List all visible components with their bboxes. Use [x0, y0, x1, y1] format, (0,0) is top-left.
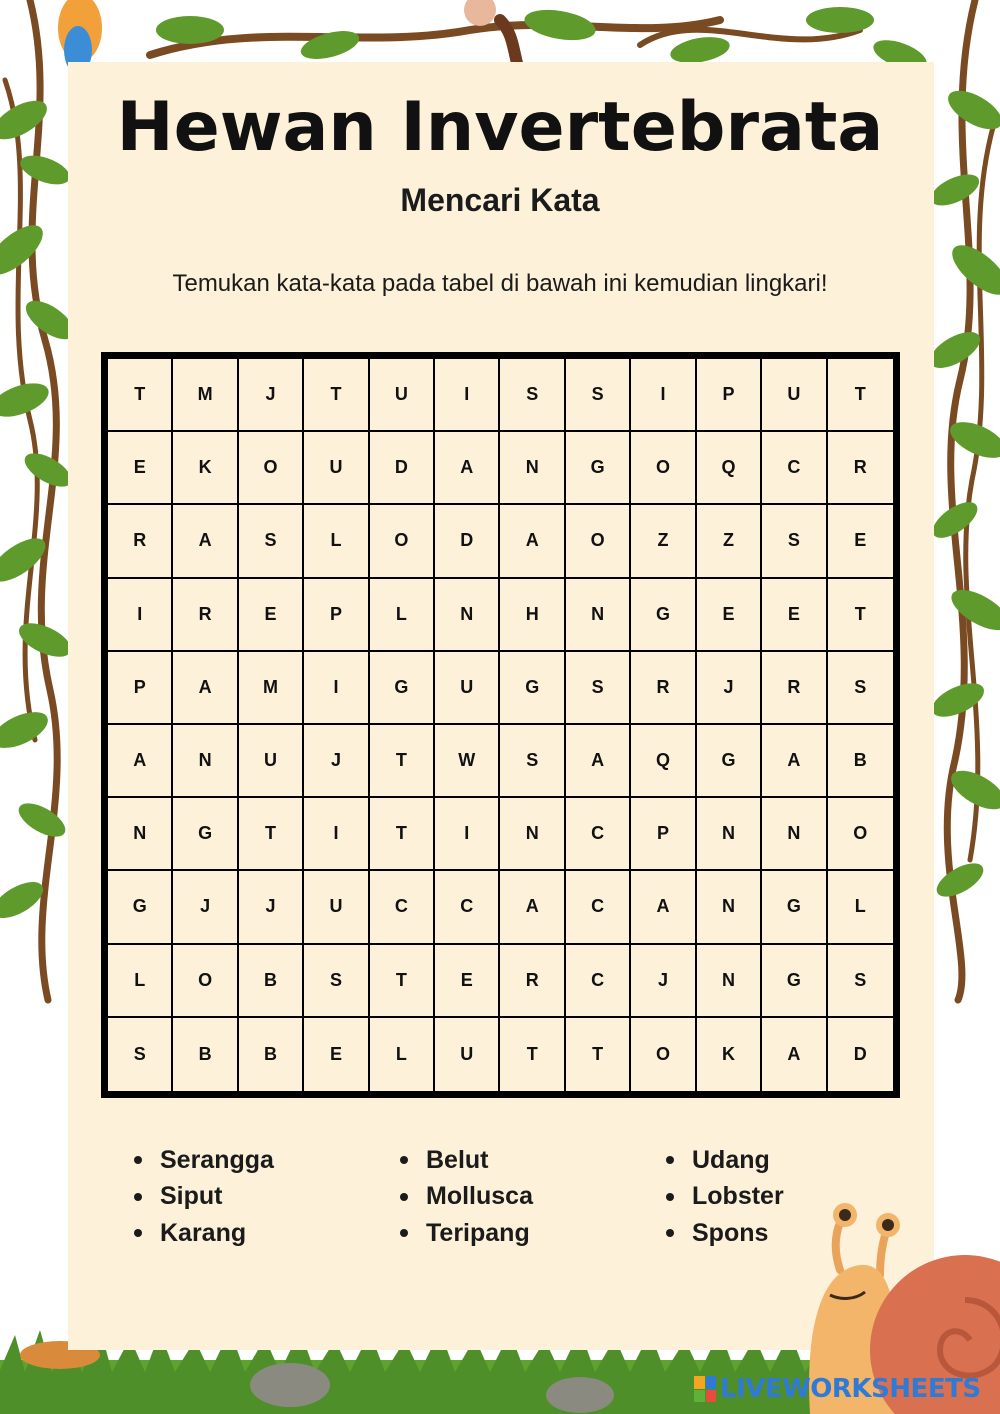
grid-cell[interactable]: P — [304, 579, 369, 652]
grid-cell[interactable]: A — [173, 652, 238, 725]
liveworksheets-logo-icon — [694, 1376, 716, 1402]
word-label: Mollusca — [426, 1182, 533, 1211]
grid-cell[interactable]: O — [173, 945, 238, 1018]
grid-cell[interactable]: N — [697, 798, 762, 871]
word-list-item — [130, 1215, 396, 1252]
grid-cell[interactable]: A — [762, 1018, 827, 1091]
grid-cell[interactable]: W — [435, 725, 500, 798]
grid-cell[interactable]: O — [631, 432, 696, 505]
grid-cell[interactable]: R — [631, 652, 696, 725]
grid-cell[interactable]: T — [370, 798, 435, 871]
grid-cell[interactable]: N — [566, 579, 631, 652]
word-list-item — [130, 1179, 396, 1216]
grid-cell[interactable]: Z — [631, 505, 696, 578]
word-list-item — [396, 1215, 662, 1252]
grid-cell[interactable]: C — [566, 945, 631, 1018]
grid-cell[interactable]: T — [239, 798, 304, 871]
grid-cell[interactable]: R — [173, 579, 238, 652]
liveworksheets-logo — [694, 1373, 981, 1405]
grid-cell[interactable]: T — [566, 1018, 631, 1091]
grid-cell[interactable]: A — [500, 505, 565, 578]
grid-cell[interactable]: E — [304, 1018, 369, 1091]
grid-cell[interactable]: I — [435, 798, 500, 871]
grid-cell[interactable]: G — [697, 725, 762, 798]
grid-cell[interactable]: S — [500, 359, 565, 432]
grid-cell[interactable]: N — [108, 798, 173, 871]
grid-cell[interactable]: A — [435, 432, 500, 505]
bullet-icon — [666, 1193, 674, 1201]
grid-cell[interactable]: E — [239, 579, 304, 652]
bullet-icon — [400, 1193, 408, 1201]
word-list-column — [662, 1142, 928, 1252]
word-label: Siput — [160, 1182, 223, 1211]
bullet-icon — [134, 1156, 142, 1164]
grid-cell[interactable]: Z — [697, 505, 762, 578]
grid-cell[interactable]: J — [239, 871, 304, 944]
grid-cell[interactable]: I — [304, 652, 369, 725]
grid-cell[interactable]: Q — [697, 432, 762, 505]
word-list-item — [662, 1215, 928, 1252]
bullet-icon — [666, 1229, 674, 1237]
grid-cell[interactable]: N — [697, 945, 762, 1018]
grid-cell[interactable]: S — [762, 505, 827, 578]
grid-cell[interactable]: T — [828, 359, 893, 432]
grid-cell[interactable]: O — [239, 432, 304, 505]
grid-cell[interactable]: R — [108, 505, 173, 578]
grid-cell[interactable]: I — [435, 359, 500, 432]
grid-cell[interactable]: U — [304, 432, 369, 505]
grid-cell[interactable]: P — [108, 652, 173, 725]
grid-cell[interactable]: T — [370, 725, 435, 798]
grid-cell[interactable]: S — [566, 652, 631, 725]
bullet-icon — [400, 1156, 408, 1164]
page-subtitle: Mencari Kata — [400, 182, 600, 218]
grid-cell[interactable]: A — [566, 725, 631, 798]
grid-cell[interactable]: N — [762, 798, 827, 871]
grid-cell[interactable]: R — [762, 652, 827, 725]
grid-cell[interactable]: A — [631, 871, 696, 944]
instruction-text: Temukan kata-kata pada tabel di bawah ini kemudian lingkari! — [172, 270, 828, 297]
grid-cell[interactable]: G — [108, 871, 173, 944]
grid-cell[interactable]: U — [370, 359, 435, 432]
grid-cell[interactable]: T — [828, 579, 893, 652]
grid-cell[interactable]: T — [304, 359, 369, 432]
grid-cell[interactable]: S — [566, 359, 631, 432]
word-list — [130, 1142, 928, 1252]
grid-cell[interactable]: E — [762, 579, 827, 652]
grid-cell[interactable]: L — [304, 505, 369, 578]
grid-cell[interactable]: J — [239, 359, 304, 432]
grid-cell[interactable]: B — [828, 725, 893, 798]
grid-cell[interactable]: G — [500, 652, 565, 725]
grid-cell[interactable]: E — [108, 432, 173, 505]
grid-cell[interactable]: E — [697, 579, 762, 652]
grid-cell[interactable]: N — [500, 798, 565, 871]
grid-cell[interactable]: C — [566, 798, 631, 871]
grid-cell[interactable]: I — [108, 579, 173, 652]
word-label: Teripang — [426, 1218, 530, 1247]
grid-cell[interactable]: B — [239, 1018, 304, 1091]
grid-cell[interactable]: U — [304, 871, 369, 944]
grid-cell[interactable]: Q — [631, 725, 696, 798]
grid-cell[interactable]: J — [631, 945, 696, 1018]
grid-cell[interactable]: G — [631, 579, 696, 652]
word-label: Karang — [160, 1218, 247, 1247]
grid-cell[interactable]: T — [108, 359, 173, 432]
grid-cell[interactable]: U — [435, 652, 500, 725]
grid-cell[interactable]: L — [370, 1018, 435, 1091]
grid-cell[interactable]: U — [435, 1018, 500, 1091]
grid-cell[interactable]: O — [828, 798, 893, 871]
grid-cell[interactable]: S — [304, 945, 369, 1018]
grid-cell[interactable]: P — [631, 798, 696, 871]
word-label: Lobster — [692, 1182, 784, 1211]
grid-cell[interactable]: O — [566, 505, 631, 578]
grid-cell[interactable]: O — [631, 1018, 696, 1091]
bullet-icon — [400, 1229, 408, 1237]
liveworksheets-logo-text: LIVEWORKSHEETS — [720, 1374, 981, 1404]
grid-cell[interactable]: I — [304, 798, 369, 871]
grid-cell[interactable]: D — [853, 1043, 867, 1064]
grid-cell[interactable]: R — [500, 945, 565, 1018]
grid-cell[interactable]: S — [239, 505, 304, 578]
grid-cell[interactable]: A — [500, 871, 565, 944]
grid-cell[interactable]: S — [828, 652, 893, 725]
grid-cell[interactable]: N — [173, 725, 238, 798]
grid-cell[interactable]: N — [435, 579, 500, 652]
grid-cell[interactable]: J — [173, 871, 238, 944]
word-label: Belut — [426, 1145, 489, 1174]
word-label: Serangga — [160, 1145, 274, 1174]
grid-cell[interactable]: S — [828, 945, 893, 1018]
grid-cell[interactable]: B — [173, 1018, 238, 1091]
grid-cell[interactable]: D — [370, 432, 435, 505]
bullet-icon — [666, 1156, 674, 1164]
grid-cell[interactable]: R — [828, 432, 893, 505]
grid-cell[interactable]: D — [435, 505, 500, 578]
word-search-grid — [101, 352, 900, 1098]
word-list-item — [130, 1142, 396, 1179]
word-label: Spons — [692, 1218, 769, 1247]
grid-cell[interactable]: L — [370, 579, 435, 652]
grid-cell[interactable]: J — [697, 652, 762, 725]
grid-cell[interactable]: G — [173, 798, 238, 871]
grid-cell[interactable]: U — [762, 359, 827, 432]
grid-cell[interactable]: K — [173, 432, 238, 505]
grid-cell[interactable]: G — [566, 432, 631, 505]
grid-cell[interactable]: I — [631, 359, 696, 432]
word-list-item — [396, 1142, 662, 1179]
word-label: Udang — [692, 1145, 770, 1174]
grid-cell[interactable]: E — [435, 945, 500, 1018]
grid-cell[interactable]: M — [239, 652, 304, 725]
grid-cell[interactable]: P — [697, 359, 762, 432]
grid-cell[interactable]: T — [370, 945, 435, 1018]
grid-cell[interactable]: B — [239, 945, 304, 1018]
grid-cell[interactable]: E — [828, 505, 893, 578]
grid-cell[interactable]: L — [828, 871, 893, 944]
grid-cell[interactable]: T — [500, 1018, 565, 1091]
grid-cell[interactable]: C — [370, 871, 435, 944]
word-list-item — [662, 1179, 928, 1216]
word-list-item — [396, 1179, 662, 1216]
grid-cell[interactable]: L — [108, 945, 173, 1018]
grid-cell[interactable]: G — [370, 652, 435, 725]
grid-cell[interactable]: A — [108, 725, 173, 798]
grid-cell[interactable]: S — [500, 725, 565, 798]
grid-cell[interactable]: M — [173, 359, 238, 432]
grid-cell[interactable]: N — [697, 871, 762, 944]
grid-cell[interactable]: U — [239, 725, 304, 798]
grid-cell[interactable]: C — [762, 432, 827, 505]
grid-cell[interactable]: O — [370, 505, 435, 578]
grid-cell[interactable]: G — [762, 945, 827, 1018]
bullet-icon — [134, 1229, 142, 1237]
grid-cell[interactable]: H — [500, 579, 565, 652]
grid-cell[interactable]: C — [435, 871, 500, 944]
grid-cell[interactable]: C — [566, 871, 631, 944]
word-list-item — [662, 1142, 928, 1179]
grid-cell[interactable]: K — [697, 1018, 762, 1091]
grid-cell[interactable]: N — [500, 432, 565, 505]
word-list-column — [396, 1142, 662, 1252]
grid-cell[interactable]: A — [173, 505, 238, 578]
word-list-column — [130, 1142, 396, 1252]
grid-cell[interactable]: S — [108, 1018, 173, 1091]
page-title: Hewan Invertebrata — [116, 88, 884, 167]
grid-cell[interactable]: J — [304, 725, 369, 798]
bullet-icon — [134, 1193, 142, 1201]
grid-cell[interactable]: G — [762, 871, 827, 944]
grid-cell[interactable]: A — [762, 725, 827, 798]
